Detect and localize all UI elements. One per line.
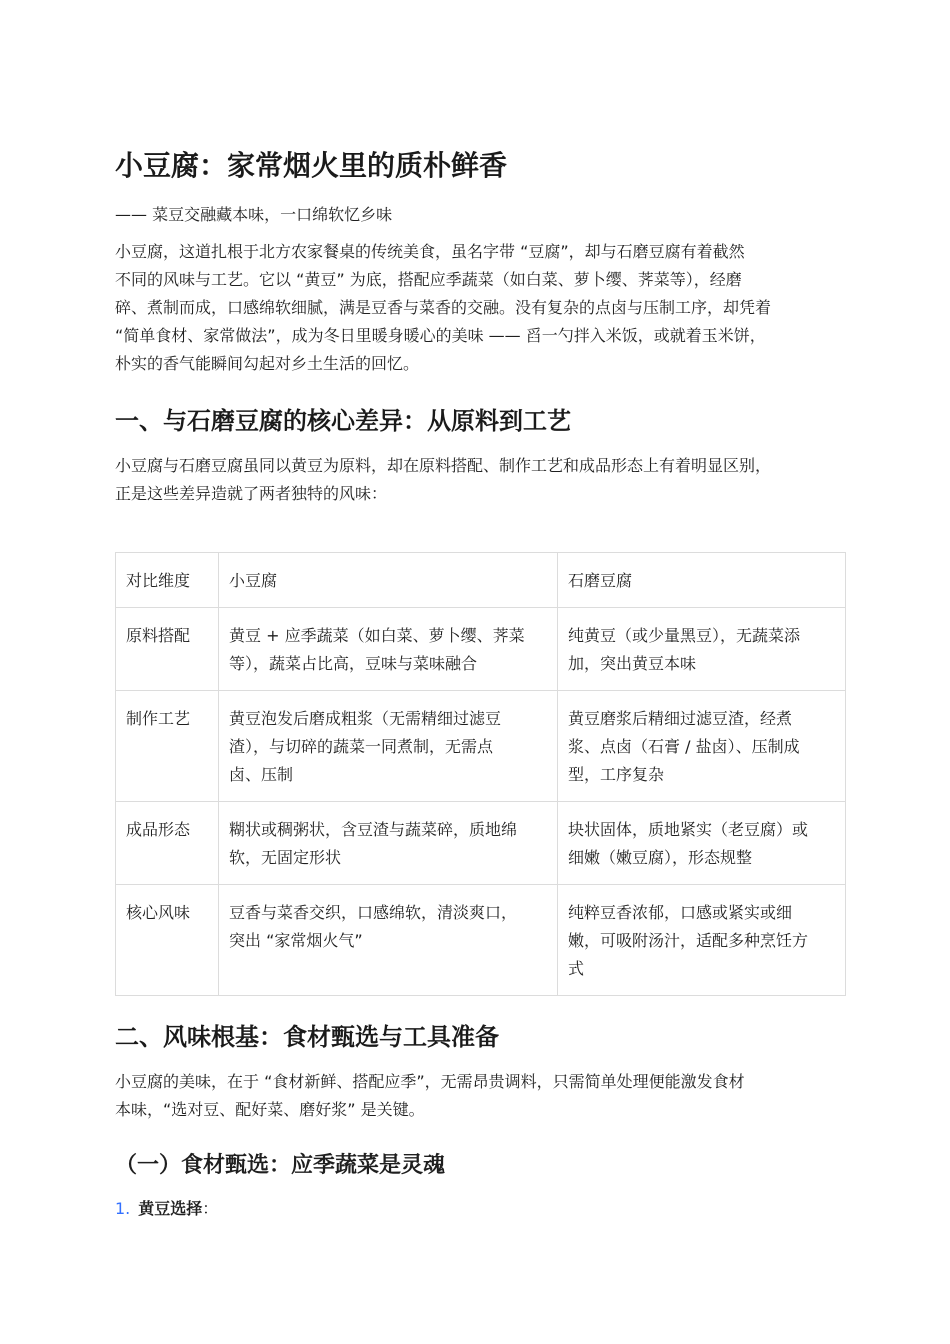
intro-line: 不同的风味与工艺。它以 “黄豆” 为底，搭配应季蔬菜（如白菜、萝卜缨、荠菜等），经磨 (115, 270, 742, 289)
cell-line: 黄豆 + 应季蔬菜（如白菜、萝卜缨、荠菜 (229, 626, 525, 645)
cell-line: 细嫩（嫩豆腐），形态规整 (568, 848, 753, 867)
page-title: 小豆腐：家常烟火里的质朴鲜香 (115, 149, 508, 182)
list-item (115, 1196, 218, 1222)
table-cell-dimension: 原料搭配 (116, 608, 219, 691)
cell-line: 浆、点卤（石膏 / 盐卤）、压制成 (568, 737, 800, 756)
cell-line: 糊状或稠粥状，含豆渣与蔬菜碎，质地绵 (229, 820, 518, 839)
table-header-row (116, 553, 846, 608)
cell-line: 突出 “家常烟火气” (229, 931, 363, 950)
paragraph-line: 小豆腐与石磨豆腐虽同以黄豆为原料，却在原料搭配、制作工艺和成品形态上有着明显区别， (115, 456, 772, 475)
list-number: 1. (115, 1199, 131, 1218)
table-cell-small-tofu (219, 691, 558, 802)
cell-line: 软，无固定形状 (229, 848, 342, 867)
cell-line: 渣），与切碎的蔬菜一同煮制，无需点 (229, 737, 494, 756)
table-header-cell: 石磨豆腐 (558, 553, 846, 608)
intro-line: 朴实的香气能瞬间勾起对乡土生活的回忆。 (115, 354, 420, 373)
page-subtitle: —— 菜豆交融藏本味，一口绵软忆乡味 (115, 205, 393, 224)
table-cell-stone-tofu (558, 691, 846, 802)
subsection-heading: （一）食材甄选：应季蔬菜是灵魂 (115, 1153, 446, 1178)
cell-line: 嫩，可吸附汤汁，适配多种烹饪方 (568, 931, 809, 950)
section2-paragraph (115, 1068, 845, 1124)
cell-line: 块状固体，质地紧实（老豆腐）或 (568, 820, 809, 839)
table-row (116, 802, 846, 885)
cell-line: 加，突出黄豆本味 (568, 654, 697, 673)
paragraph-line: 正是这些差异造就了两者独特的风味： (115, 484, 388, 503)
paragraph-line: 本味，“选对豆、配好菜、磨好浆” 是关键。 (115, 1100, 425, 1119)
list-item-suffix: ： (202, 1199, 219, 1218)
cell-line: 等），蔬菜占比高，豆味与菜味融合 (229, 654, 478, 673)
table-cell-stone-tofu (558, 885, 846, 996)
cell-line: 豆香与菜香交织，口感绵软，清淡爽口， (229, 903, 518, 922)
table-header-cell: 小豆腐 (219, 553, 558, 608)
table-cell-dimension: 核心风味 (116, 885, 219, 996)
paragraph-line: 小豆腐的美味，在于 “食材新鲜、搭配应季”，无需昂贵调料，只需简单处理便能激发食材 (115, 1072, 745, 1091)
table-cell-small-tofu (219, 802, 558, 885)
table-row (116, 608, 846, 691)
intro-line: 小豆腐，这道扎根于北方农家餐桌的传统美食，虽名字带 “豆腐”，却与石磨豆腐有着截然 (115, 242, 745, 261)
comparison-table (115, 552, 846, 996)
section-heading-differences: 一、与石磨豆腐的核心差异：从原料到工艺 (115, 407, 571, 435)
table-row (116, 691, 846, 802)
cell-line: 黄豆泡发后磨成粗浆（无需精细过滤豆 (229, 709, 502, 728)
intro-line: 碎、煮制而成，口感绵软细腻，满是豆香与菜香的交融。没有复杂的点卤与压制工序，却凭着 (115, 298, 772, 317)
table-cell-stone-tofu (558, 802, 846, 885)
ordered-list (115, 1196, 218, 1222)
cell-line: 黄豆磨浆后精细过滤豆渣，经煮 (568, 709, 793, 728)
table-row (116, 885, 846, 996)
table-cell-small-tofu (219, 608, 558, 691)
cell-line: 式 (568, 959, 585, 978)
table-cell-dimension: 制作工艺 (116, 691, 219, 802)
table-cell-small-tofu (219, 885, 558, 996)
table-cell-dimension: 成品形态 (116, 802, 219, 885)
table-cell-stone-tofu (558, 608, 846, 691)
table-header-cell: 对比维度 (116, 553, 219, 608)
list-item-label: 黄豆选择 (138, 1199, 203, 1218)
cell-line: 纯粹豆香浓郁，口感或紧实或细 (568, 903, 793, 922)
cell-line: 纯黄豆（或少量黑豆），无蔬菜添 (568, 626, 801, 645)
intro-paragraph (115, 238, 845, 378)
cell-line: 卤、压制 (229, 765, 294, 784)
section-heading-ingredients: 二、风味根基：食材甄选与工具准备 (115, 1023, 499, 1051)
intro-line: “简单食材、家常做法”，成为冬日里暖身暖心的美味 —— 舀一勺拌入米饭，或就着玉米饼， (115, 326, 766, 345)
section1-paragraph (115, 452, 845, 508)
cell-line: 型，工序复杂 (568, 765, 665, 784)
